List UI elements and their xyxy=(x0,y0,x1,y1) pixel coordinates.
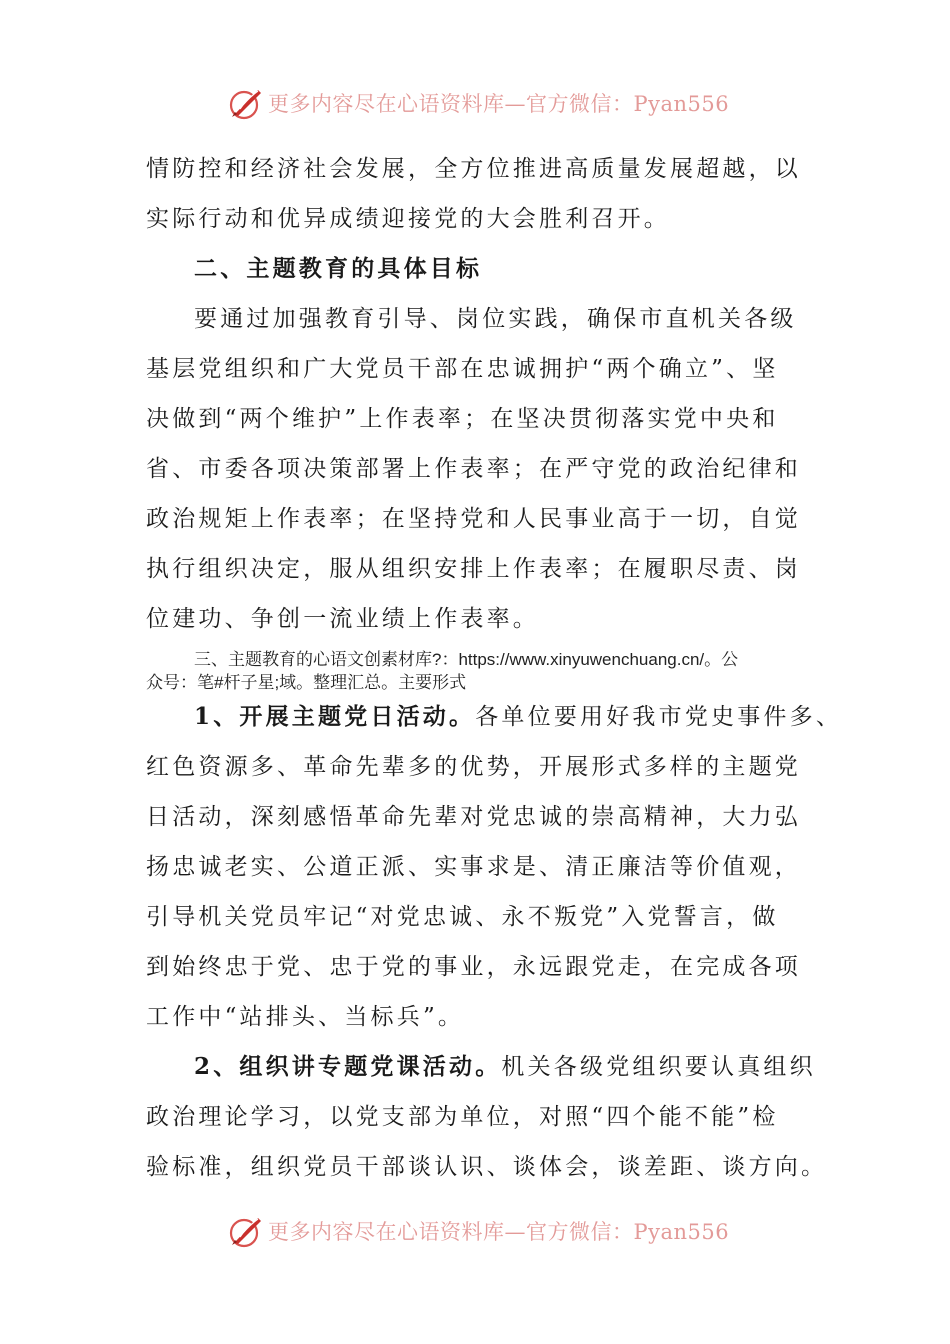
footer-banner xyxy=(228,1212,748,1250)
text-line: 位建功、争创一流业绩上作表率。 xyxy=(146,606,539,632)
text-line: 基层党组织和广大党员干部在忠诚拥护“两个确立”、坚 xyxy=(146,356,779,382)
source-note-line: 众号：笔#杆子星;域。整理汇总。主要形式 xyxy=(146,673,467,692)
text-line: 实际行动和优异成绩迎接党的大会胜利召开。 xyxy=(146,206,670,232)
text-line: 政治规矩上作表率；在坚持党和人民事业高于一切，自觉 xyxy=(146,506,801,532)
header-banner xyxy=(228,84,748,122)
text-line: 扬忠诚老实、公道正派、实事求是、清正廉洁等价值观， xyxy=(146,854,801,880)
text-line: 决做到“两个维护”上作表率；在坚决贯彻落实党中央和 xyxy=(146,406,779,432)
section-heading: 二、主题教育的具体目标 xyxy=(194,255,483,282)
banner-text: 更多内容尽在心语资料库—官方微信：Pyan556 xyxy=(268,1220,730,1244)
text-line: 引导机关党员牢记“对党忠诚、永不叛党”入党誓言，做 xyxy=(146,904,779,930)
quill-pen-logo-icon xyxy=(228,85,264,121)
item-2-first-line: 2、组织讲专题党课活动。机关各级党组织要认真组织 xyxy=(194,1053,816,1080)
text-line: 省、市委各项决策部署上作表率；在严守党的政治纪律和 xyxy=(146,456,801,482)
quill-pen-logo-icon xyxy=(228,1213,264,1249)
text-line: 情防控和经济社会发展，全方位推进高质量发展超越，以 xyxy=(146,156,801,182)
source-note-line: 三、主题教育的心语文创素材库?：https://www.xinyuwenchuang.cn/。公 xyxy=(194,650,739,669)
banner-text: 更多内容尽在心语资料库—官方微信：Pyan556 xyxy=(268,92,730,116)
text-line: 政治理论学习，以党支部为单位，对照“四个能不能”检 xyxy=(146,1104,779,1130)
text-line: 红色资源多、革命先辈多的优势，开展形式多样的主题党 xyxy=(146,754,801,780)
item-1-first-line: 1、开展主题党日活动。各单位要用好我市党史事件多、 xyxy=(194,703,843,730)
text-line: 到始终忠于党、忠于党的事业，永远跟党走，在完成各项 xyxy=(146,954,801,980)
text-line: 执行组织决定，服从组织安排上作表率；在履职尽责、岗 xyxy=(146,556,801,582)
text-line: 日活动，深刻感悟革命先辈对党忠诚的崇高精神，大力弘 xyxy=(146,804,801,830)
text-line: 要通过加强教育引导、岗位实践，确保市直机关各级 xyxy=(194,306,797,332)
text-line: 工作中“站排头、当标兵”。 xyxy=(146,1004,465,1030)
text-line: 验标准，组织党员干部谈认识、谈体会，谈差距、谈方向。 xyxy=(146,1154,828,1180)
